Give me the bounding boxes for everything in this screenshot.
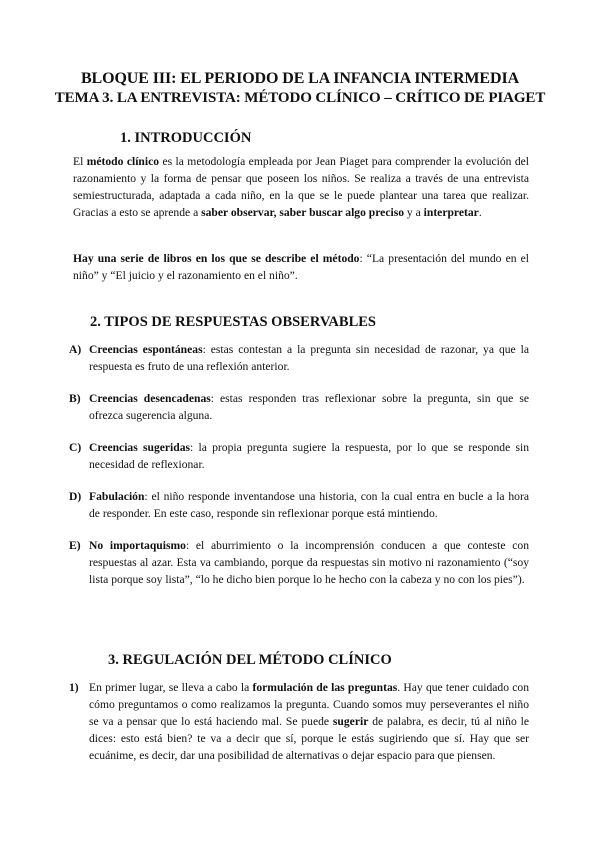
section-heading-regulation: 3. REGULACIÓN DEL MÉTODO CLÍNICO bbox=[108, 652, 392, 668]
block-title: BLOQUE III: EL PERIODO DE LA INFANCIA INTERMEDIA bbox=[80, 70, 520, 87]
response-item-e: E) No importaquismo: el aburrimiento o la incomprensión conducen a que conteste con respuestas al azar. Esta va cambiando, porque da respuestas sin motivo ni razonamiento (“soy lista porque soy lista”, “lo he dicho bien porque lo he hecho con la cabeza y no con los pies”). bbox=[69, 539, 529, 586]
section-heading-introduction: 1. INTRODUCCIÓN bbox=[120, 130, 252, 146]
list-marker: B) bbox=[69, 392, 81, 405]
intro-paragraph-2: Hay una serie de libros en los que se describe el método: “La presentación del mundo en el niño” y “El juicio y el razonamiento en el niño”. bbox=[73, 252, 529, 282]
list-marker: 1) bbox=[69, 681, 79, 694]
topic-title: TEMA 3. LA ENTREVISTA: MÉTODO CLÍNICO – CRÍTICO DE PIAGET bbox=[54, 90, 546, 106]
response-item-c: C) Creencias sugeridas: la propia pregunta sugiere la respuesta, por lo que se responde sin necesidad de reflexionar. bbox=[69, 441, 529, 471]
list-marker: D) bbox=[69, 490, 82, 503]
list-marker: C) bbox=[69, 441, 82, 454]
response-item-d: D) Fabulación: el niño responde inventandose una historia, con la cual entra en bucle a la hora de responder. En este caso, responde sin reflexionar porque está mintiendo. bbox=[69, 490, 529, 520]
section-heading-response-types: 2. TIPOS DE RESPUESTAS OBSERVABLES bbox=[90, 314, 376, 330]
list-marker: E) bbox=[69, 539, 81, 552]
response-item-b: B) Creencias desencadenas: estas responden tras reflexionar sobre la pregunta, sin que se ofrezca sugerencia alguna. bbox=[69, 392, 529, 422]
intro-paragraph-1: El método clínico es la metodología empleada por Jean Piaget para comprender la evolución del razonamiento y la forma de pensar que poseen los niños. Se realiza a través de una entrevista semiestructurada, adaptada a cada niño, en la que se le puede plantear una tarea que realizar. Gracias a esto se aprende a saber observar, saber buscar algo preciso y a interpretar. bbox=[73, 155, 529, 219]
regulation-item-1: 1) En primer lugar, se lleva a cabo la formulación de las preguntas. Hay que tener cuidado con cómo preguntamos o como realizamos la pregunta. Cuando somos muy perseverantes el niño se va a pensar que lo está haciendo mal. Se puede sugerir de palabra, es decir, tú al niño le dices: esto está bien? te va a decir que sí, porque le estás sugiriendo que sí. Hay que ser ecuánime, es decir, dar una posibilidad de alternativas o dejar espacio para que piensen. bbox=[69, 681, 530, 762]
response-item-a: A) Creencias espontáneas: estas contestan a la pregunta sin necesidad de razonar, ya que la respuesta es fruto de una reflexión anterior. bbox=[69, 343, 529, 373]
list-marker: A) bbox=[69, 343, 82, 356]
